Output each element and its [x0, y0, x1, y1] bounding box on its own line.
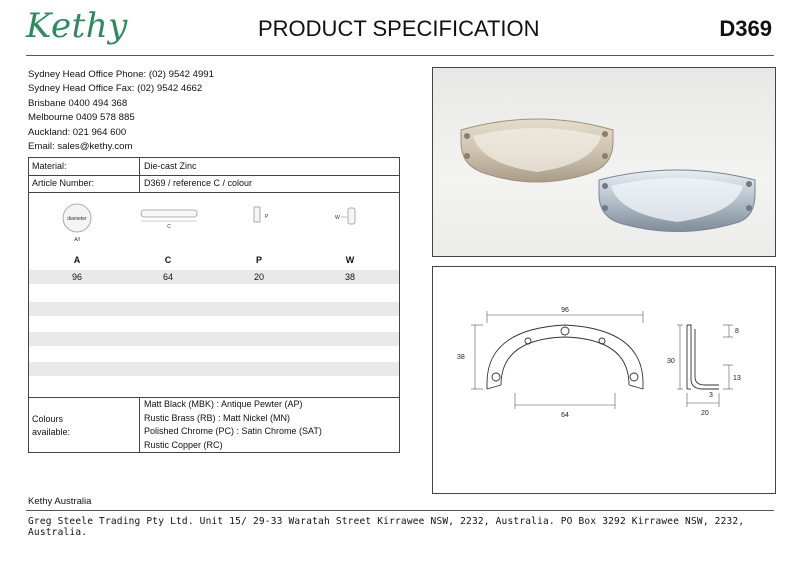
drawing-svg: [433, 267, 773, 491]
dim-side-mid: 13: [733, 375, 741, 382]
product-photo: [432, 67, 776, 257]
dim-value-p: 20: [253, 272, 264, 282]
footer-address: Greg Steele Trading Pty Ltd. Unit 15/ 29-33 Waratah Street Kirrawee NSW, 2232, Australia. PO Box 3292 Kirrawee NSW, 2232, Australia.: [28, 516, 745, 538]
dim-hole-spacing: 64: [561, 412, 569, 419]
article-label: Article Number:: [32, 178, 95, 188]
footer-divider: [26, 510, 774, 511]
empty-row-stripe: [29, 332, 399, 346]
article-value: D369 / reference C / colour: [144, 178, 253, 188]
dim-value-w: 38: [344, 272, 355, 282]
dim-header-c: C: [164, 255, 172, 265]
contact-line: Auckland: 021 964 600: [28, 126, 127, 138]
material-row: [29, 158, 399, 176]
contact-line: Sydney Head Office Phone: (02) 9542 4991: [28, 69, 214, 80]
contact-line: Sydney Head Office Fax: (02) 9542 4662: [28, 83, 203, 95]
chrome-pull: [599, 170, 755, 232]
diameter-icon-caption: A/l: [74, 237, 80, 243]
header-divider: [26, 55, 774, 56]
material-value: Die-cast Zinc: [144, 161, 197, 171]
dim-side-top: 8: [735, 328, 739, 335]
contact-line: Melbourne 0409 578 885: [28, 112, 135, 124]
dim-side-height: 30: [667, 358, 675, 365]
dim-header-p: P: [255, 255, 262, 265]
dim-header-w: W: [345, 255, 355, 265]
centres-icon: [141, 210, 197, 230]
empty-row-stripe: [29, 302, 399, 316]
dim-side-depth: 20: [701, 410, 709, 417]
diameter-icon-label: diameter: [67, 216, 87, 222]
diameter-icon: [63, 204, 91, 243]
technical-drawing: [432, 266, 776, 494]
colours-label-line: available:: [32, 427, 71, 437]
contact-line: Email: sales@kethy.com: [28, 141, 133, 153]
side-view: [687, 325, 719, 389]
empty-row-stripe: [29, 362, 399, 376]
dimension-icons: [29, 194, 399, 244]
column-divider: [139, 397, 140, 453]
width-icon-caption: W: [335, 215, 340, 221]
colour-item: Polished Chrome (PC) : Satin Chrome (SAT): [144, 426, 322, 436]
contact-line: Brisbane 0400 494 368: [28, 97, 128, 109]
brand-logo: Kethy: [26, 6, 128, 46]
article-row: [29, 175, 399, 193]
nickel-pull: [461, 119, 613, 182]
footer-company: Kethy Australia: [28, 496, 92, 507]
material-label: Material:: [32, 161, 67, 171]
page-title: PRODUCT SPECIFICATION: [258, 16, 540, 41]
colours-label: [32, 413, 70, 439]
side-dimensions: [677, 325, 733, 407]
dim-front-height: 38: [457, 354, 465, 361]
dim-header-a: A: [73, 255, 81, 265]
product-code: D369: [719, 16, 772, 41]
projection-icon: [254, 207, 269, 222]
projection-icon-caption: P: [265, 214, 269, 220]
front-view: [487, 325, 643, 389]
dim-value-c: 64: [162, 272, 173, 282]
centres-icon-caption: C: [167, 224, 171, 230]
spec-table: [28, 157, 400, 453]
dim-value-a: 96: [71, 272, 82, 282]
colour-item: Rustic Brass (RB) : Matt Nickel (MN): [144, 412, 291, 423]
cup-pull-image: [433, 68, 773, 254]
colours-list: [144, 398, 322, 452]
colour-item: Matt Black (MBK) : Antique Pewter (AP): [144, 399, 303, 409]
dim-side-thick: 3: [709, 392, 713, 399]
colours-label-line: Colours: [32, 414, 64, 424]
column-divider: [139, 158, 140, 192]
width-icon: [335, 208, 355, 224]
contact-block: [28, 68, 214, 154]
colour-item: Rustic Copper (RC): [144, 439, 223, 450]
dim-front-width: 96: [561, 307, 569, 314]
